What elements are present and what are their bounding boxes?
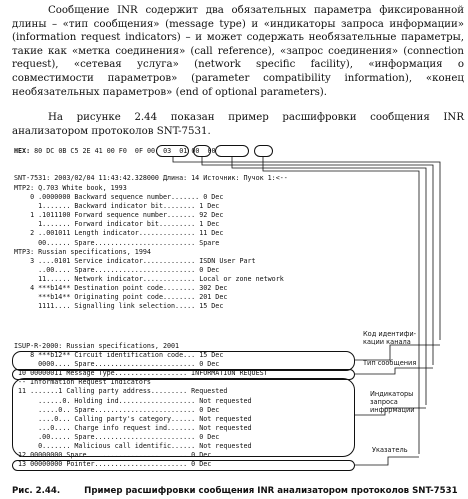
caption-text: Пример расшифровки сообщения INR анализатором протоколов SNT-7531 xyxy=(84,486,458,496)
hex-byte: C5 xyxy=(70,147,79,155)
hex-byte-indicators-1: 01 xyxy=(179,147,188,155)
hex-byte-indicators-2: 00 xyxy=(191,147,200,155)
hex-byte-cic-high: 00 xyxy=(147,147,156,155)
connector-cic xyxy=(173,157,440,340)
figure-caption xyxy=(12,486,464,496)
trace-mtp-section: MTP2: Q.703 White book, 1993 0 .0000000 Backward sequence number....... 0 Dec 1....... Backward indicator bit........ 1 Dec 1 .1011100 Forward sequence number....... 92 Dec 1....... Forward indicator bit......... 1 Dec 2 ..001011 Length indicator.............. 11 Dec 00...... Spare......................... Spare MTP3: Russian specifications, 1994 3 ....0101 Service indicator............. ISDN User Part ..00.... Spare......................... 0 Dec 11...... Network indicator............. Local or zone network 4 ***b14** Destination point code........ 302 Dec ***b14** Originating point code........ 201 Dec 1111.... Signalling link selection..... 15 Dec xyxy=(14,184,284,311)
hex-byte-pointer: 00 xyxy=(207,147,216,155)
hex-byte: 0B xyxy=(58,147,67,155)
hex-label: HEX: xyxy=(14,147,31,155)
paragraph-figure-reference: На рисунке 2.44 показан пример расшифровки сообщения INR анализатором протоколов SNT-7531. xyxy=(12,112,464,137)
callout-message-type: Тип сообщения xyxy=(363,359,417,367)
trace-header: SNT-7531: 2003/02/04 11:43:42.328000 Длина: 14 Источник: Пучок 1:<-- xyxy=(14,174,288,182)
hex-byte: DC xyxy=(46,147,55,155)
hex-byte-cic-low: 0F xyxy=(134,147,143,155)
caption-number: Рис. 2.44. xyxy=(12,486,61,496)
leader-pointer xyxy=(355,457,419,465)
hex-byte: 00 xyxy=(106,147,115,155)
callout-pointer: Указатель xyxy=(372,446,408,454)
callout-cic: Код идентифи- кации канала xyxy=(363,330,417,347)
callout-indicators: Индикаторы запроса информации xyxy=(370,390,415,415)
hex-byte: 80 xyxy=(34,147,43,155)
hex-byte: 2E xyxy=(82,147,91,155)
trace-isup-section: ISUP-R-2000: Russian specifications, 2001 8 ***b12** Circuit identification code... 15 Dec 0000.... Spare......................... 0 Dec 10 00000011 Message Type.................. INFORMATION REQUEST -- Information Request Indicators 11 .......1 Calling party address......... Requested ......0. Holding ind................... Not requested .....0.. Spare......................... 0 Dec ....0... Calling party's category...... Not requested ...0.... Charge info request ind....... Not requested .00..... Spare......................... 0 Dec 0....... Malicious call identific...... Not requested 12 00000000 Spare......................... 0 Dec 13 00000000 Pointer....................... 0 Dec xyxy=(14,342,268,469)
hex-byte: 41 xyxy=(94,147,103,155)
hex-byte-message-type: 03 xyxy=(163,147,172,155)
leader-cic xyxy=(355,345,440,360)
leader-message-type xyxy=(355,368,433,374)
hex-byte: F0 xyxy=(118,147,127,155)
paragraph-intro: Сообщение INR содержит два обязательных параметра фиксированной длины – «тип сообщения» (message type) и «индикаторы запроса информации» (information request indicators) – и может содержать необязательные параметры, такие как «метка соединения» (call reference), «запрос соединения» (connection request), «сетевая услуга» (network specific facility), «информация о совместимости параметров» (parameter compatibility information), «конец необязательных параметров» (end of optional parameters). xyxy=(12,5,464,98)
